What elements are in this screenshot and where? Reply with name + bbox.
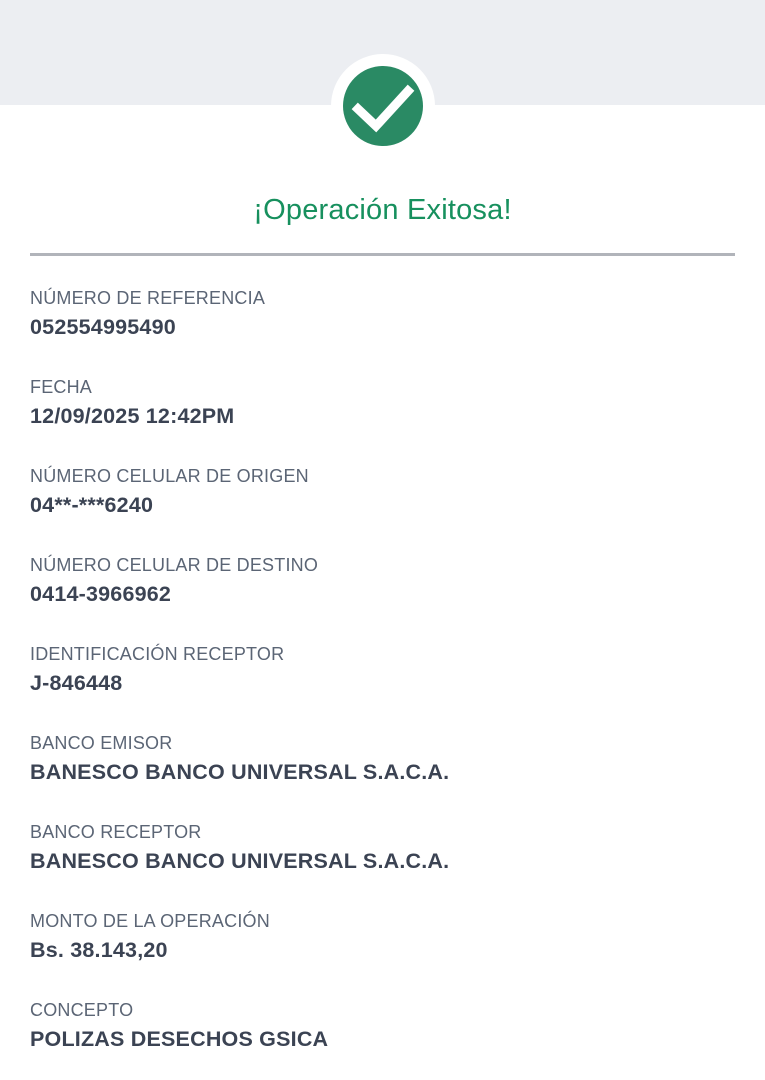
field-reference-number (30, 287, 735, 340)
field-label: FECHA (30, 377, 93, 397)
field-label: IDENTIFICACIÓN RECEPTOR (30, 644, 285, 664)
page-title: ¡Operación Exitosa! (253, 194, 512, 226)
field-origin-phone (30, 465, 735, 518)
field-value: 0414-3966962 (30, 582, 172, 606)
field-label: BANCO EMISOR (30, 733, 173, 753)
field-destination-phone (30, 554, 735, 607)
check-circle-icon (343, 66, 423, 146)
field-label: NÚMERO CELULAR DE ORIGEN (30, 466, 309, 486)
field-label: CONCEPTO (30, 1000, 134, 1020)
field-value: BANESCO BANCO UNIVERSAL S.A.C.A. (30, 760, 450, 784)
field-label: BANCO RECEPTOR (30, 822, 202, 842)
field-label: NÚMERO DE REFERENCIA (30, 288, 266, 308)
field-date (30, 376, 735, 429)
field-value: J-846448 (30, 671, 123, 695)
field-value: Bs. 38.143,20 (30, 938, 168, 962)
checkmark-icon (343, 66, 423, 146)
field-value: 12/09/2025 12:42PM (30, 404, 235, 428)
field-value: 052554995490 (30, 315, 176, 339)
field-receiving-bank (30, 821, 735, 874)
field-concept (30, 999, 735, 1052)
field-issuing-bank (30, 732, 735, 785)
field-label: MONTO DE LA OPERACIÓN (30, 911, 270, 931)
receipt-fields (0, 256, 765, 1052)
field-value: BANESCO BANCO UNIVERSAL S.A.C.A. (30, 849, 450, 873)
success-badge (331, 54, 435, 158)
field-receiver-id (30, 643, 735, 696)
field-label: NÚMERO CELULAR DE DESTINO (30, 555, 319, 575)
field-value: POLIZAS DESECHOS GSICA (30, 1027, 329, 1051)
header-band (0, 0, 765, 105)
field-amount (30, 910, 735, 963)
field-value: 04**-***6240 (30, 493, 154, 517)
